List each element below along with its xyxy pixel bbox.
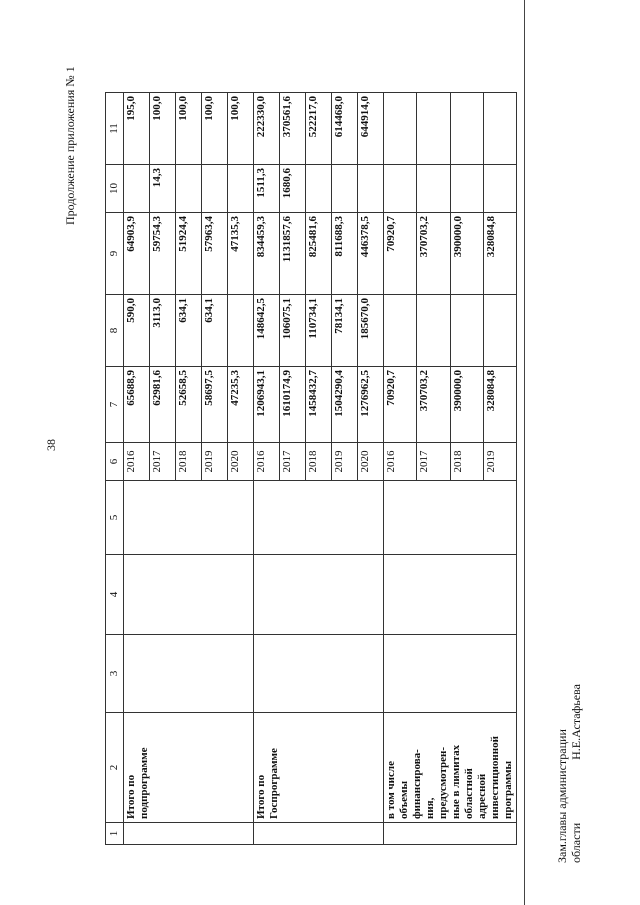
row-label-line: подпрограмме xyxy=(138,747,150,819)
total-cell: 390000,0 xyxy=(450,367,483,443)
row-label-line: Госпрограмме xyxy=(268,748,280,819)
year-cell: 2020 xyxy=(228,443,254,481)
federal-cell: 148642,5 xyxy=(254,295,280,367)
year-cell: 2017 xyxy=(150,443,176,481)
other-cell: 195,0 xyxy=(124,93,150,165)
column-header-4: 4 xyxy=(106,555,124,635)
federal-cell xyxy=(417,295,450,367)
other-cell: 222330,0 xyxy=(254,93,280,165)
row-label xyxy=(384,713,517,823)
total-cell: 370703,2 xyxy=(417,367,450,443)
column-header-6: 6 xyxy=(106,443,124,481)
column-header-8: 8 xyxy=(106,295,124,367)
empty-cell xyxy=(254,635,384,713)
table-body xyxy=(106,93,517,845)
total-cell: 65688,9 xyxy=(124,367,150,443)
year-cell: 2018 xyxy=(306,443,332,481)
header-row xyxy=(106,93,124,845)
empty-cell xyxy=(384,481,517,555)
local-cell xyxy=(176,165,202,213)
total-cell: 47235,3 xyxy=(228,367,254,443)
regional-cell: 328084,8 xyxy=(483,213,516,295)
empty-cell xyxy=(384,555,517,635)
federal-cell xyxy=(228,295,254,367)
row-label-line: ные в лимитах xyxy=(450,744,462,819)
total-cell: 62981,6 xyxy=(150,367,176,443)
federal-cell: 634,1 xyxy=(202,295,228,367)
year-cell: 2018 xyxy=(176,443,202,481)
signature-block xyxy=(555,684,583,863)
table-row xyxy=(124,93,150,845)
other-cell xyxy=(450,93,483,165)
year-cell: 2020 xyxy=(358,443,384,481)
federal-cell xyxy=(450,295,483,367)
local-cell xyxy=(358,165,384,213)
signature-region: области xyxy=(569,822,583,863)
column-header-10: 10 xyxy=(106,165,124,213)
row-label-line: предусмотрен- xyxy=(437,746,449,819)
other-cell: 522217,0 xyxy=(306,93,332,165)
column-header-11: 11 xyxy=(106,93,124,165)
other-cell: 370561,6 xyxy=(280,93,306,165)
year-cell: 2017 xyxy=(280,443,306,481)
other-cell xyxy=(417,93,450,165)
federal-cell: 634,1 xyxy=(176,295,202,367)
regional-cell: 1131857,6 xyxy=(280,213,306,295)
regional-cell: 825481,6 xyxy=(306,213,332,295)
federal-cell: 106075,1 xyxy=(280,295,306,367)
empty-cell xyxy=(254,481,384,555)
regional-cell: 370703,2 xyxy=(417,213,450,295)
other-cell: 100,0 xyxy=(150,93,176,165)
local-cell xyxy=(124,165,150,213)
total-cell: 1610174,9 xyxy=(280,367,306,443)
total-cell: 1206943,1 xyxy=(254,367,280,443)
local-cell: 1511,3 xyxy=(254,165,280,213)
year-cell: 2019 xyxy=(332,443,358,481)
row-label xyxy=(254,713,384,823)
other-cell: 644914,0 xyxy=(358,93,384,165)
regional-cell: 70920,7 xyxy=(384,213,417,295)
federal-cell xyxy=(384,295,417,367)
table-row xyxy=(254,93,280,845)
federal-cell: 3113,0 xyxy=(150,295,176,367)
year-cell: 2016 xyxy=(384,443,417,481)
signature-position: Зам.главы администрации xyxy=(555,729,569,863)
row-label-line: объемы xyxy=(398,780,410,819)
total-cell: 1504290,4 xyxy=(332,367,358,443)
other-cell: 100,0 xyxy=(176,93,202,165)
regional-cell: 811688,3 xyxy=(332,213,358,295)
local-cell xyxy=(417,165,450,213)
column-header-7: 7 xyxy=(106,367,124,443)
regional-cell: 57963,4 xyxy=(202,213,228,295)
row-label xyxy=(124,713,254,823)
empty-cell xyxy=(124,823,254,845)
column-header-5: 5 xyxy=(106,481,124,555)
other-cell xyxy=(483,93,516,165)
table-row xyxy=(384,93,417,845)
row-label-line: Итого по xyxy=(255,774,267,819)
empty-cell xyxy=(254,823,384,845)
financing-table xyxy=(105,92,517,845)
column-header-3: 3 xyxy=(106,635,124,713)
row-label-line: инвестиционной xyxy=(489,736,501,819)
signature-name: Н.Е.Астафьева xyxy=(569,684,583,760)
federal-cell: 110734,1 xyxy=(306,295,332,367)
regional-cell: 47135,3 xyxy=(228,213,254,295)
local-cell xyxy=(450,165,483,213)
federal-cell: 185670,0 xyxy=(358,295,384,367)
other-cell: 614468,0 xyxy=(332,93,358,165)
local-cell xyxy=(332,165,358,213)
local-cell xyxy=(202,165,228,213)
local-cell xyxy=(228,165,254,213)
empty-cell xyxy=(384,823,517,845)
year-cell: 2016 xyxy=(124,443,150,481)
page-rule xyxy=(524,0,525,905)
row-label-line: Итого по xyxy=(125,774,137,819)
regional-cell: 51924,4 xyxy=(176,213,202,295)
total-cell: 1458432,7 xyxy=(306,367,332,443)
local-cell xyxy=(384,165,417,213)
regional-cell: 834459,3 xyxy=(254,213,280,295)
page-number: 38 xyxy=(44,439,58,451)
empty-cell xyxy=(124,481,254,555)
empty-cell xyxy=(254,555,384,635)
column-header-1: 1 xyxy=(106,823,124,845)
year-cell: 2019 xyxy=(202,443,228,481)
other-cell: 100,0 xyxy=(202,93,228,165)
other-cell: 100,0 xyxy=(228,93,254,165)
local-cell: 14,3 xyxy=(150,165,176,213)
row-label-line: ния, xyxy=(424,797,436,819)
other-cell xyxy=(384,93,417,165)
column-header-9: 9 xyxy=(106,213,124,295)
year-cell: 2019 xyxy=(483,443,516,481)
empty-cell xyxy=(124,635,254,713)
total-cell: 70920,7 xyxy=(384,367,417,443)
regional-cell: 390000,0 xyxy=(450,213,483,295)
federal-cell xyxy=(483,295,516,367)
year-cell: 2017 xyxy=(417,443,450,481)
empty-cell xyxy=(124,555,254,635)
year-cell: 2016 xyxy=(254,443,280,481)
row-label-line: программы xyxy=(502,760,514,819)
local-cell: 1680,6 xyxy=(280,165,306,213)
regional-cell: 64903,9 xyxy=(124,213,150,295)
local-cell xyxy=(306,165,332,213)
column-header-2: 2 xyxy=(106,713,124,823)
continuation-note: Продолжение приложения № 1 xyxy=(63,66,77,225)
regional-cell: 59754,3 xyxy=(150,213,176,295)
total-cell: 328084,8 xyxy=(483,367,516,443)
row-label-line: адресной xyxy=(476,773,488,819)
empty-cell xyxy=(384,635,517,713)
row-label-line: финансирова- xyxy=(411,749,423,819)
regional-cell: 446378,5 xyxy=(358,213,384,295)
total-cell: 58697,5 xyxy=(202,367,228,443)
total-cell: 1276962,5 xyxy=(358,367,384,443)
year-cell: 2018 xyxy=(450,443,483,481)
row-label-line: областной xyxy=(463,768,475,819)
federal-cell: 78134,1 xyxy=(332,295,358,367)
total-cell: 52658,5 xyxy=(176,367,202,443)
federal-cell: 590,0 xyxy=(124,295,150,367)
row-label-line: в том числе xyxy=(385,761,397,819)
local-cell xyxy=(483,165,516,213)
